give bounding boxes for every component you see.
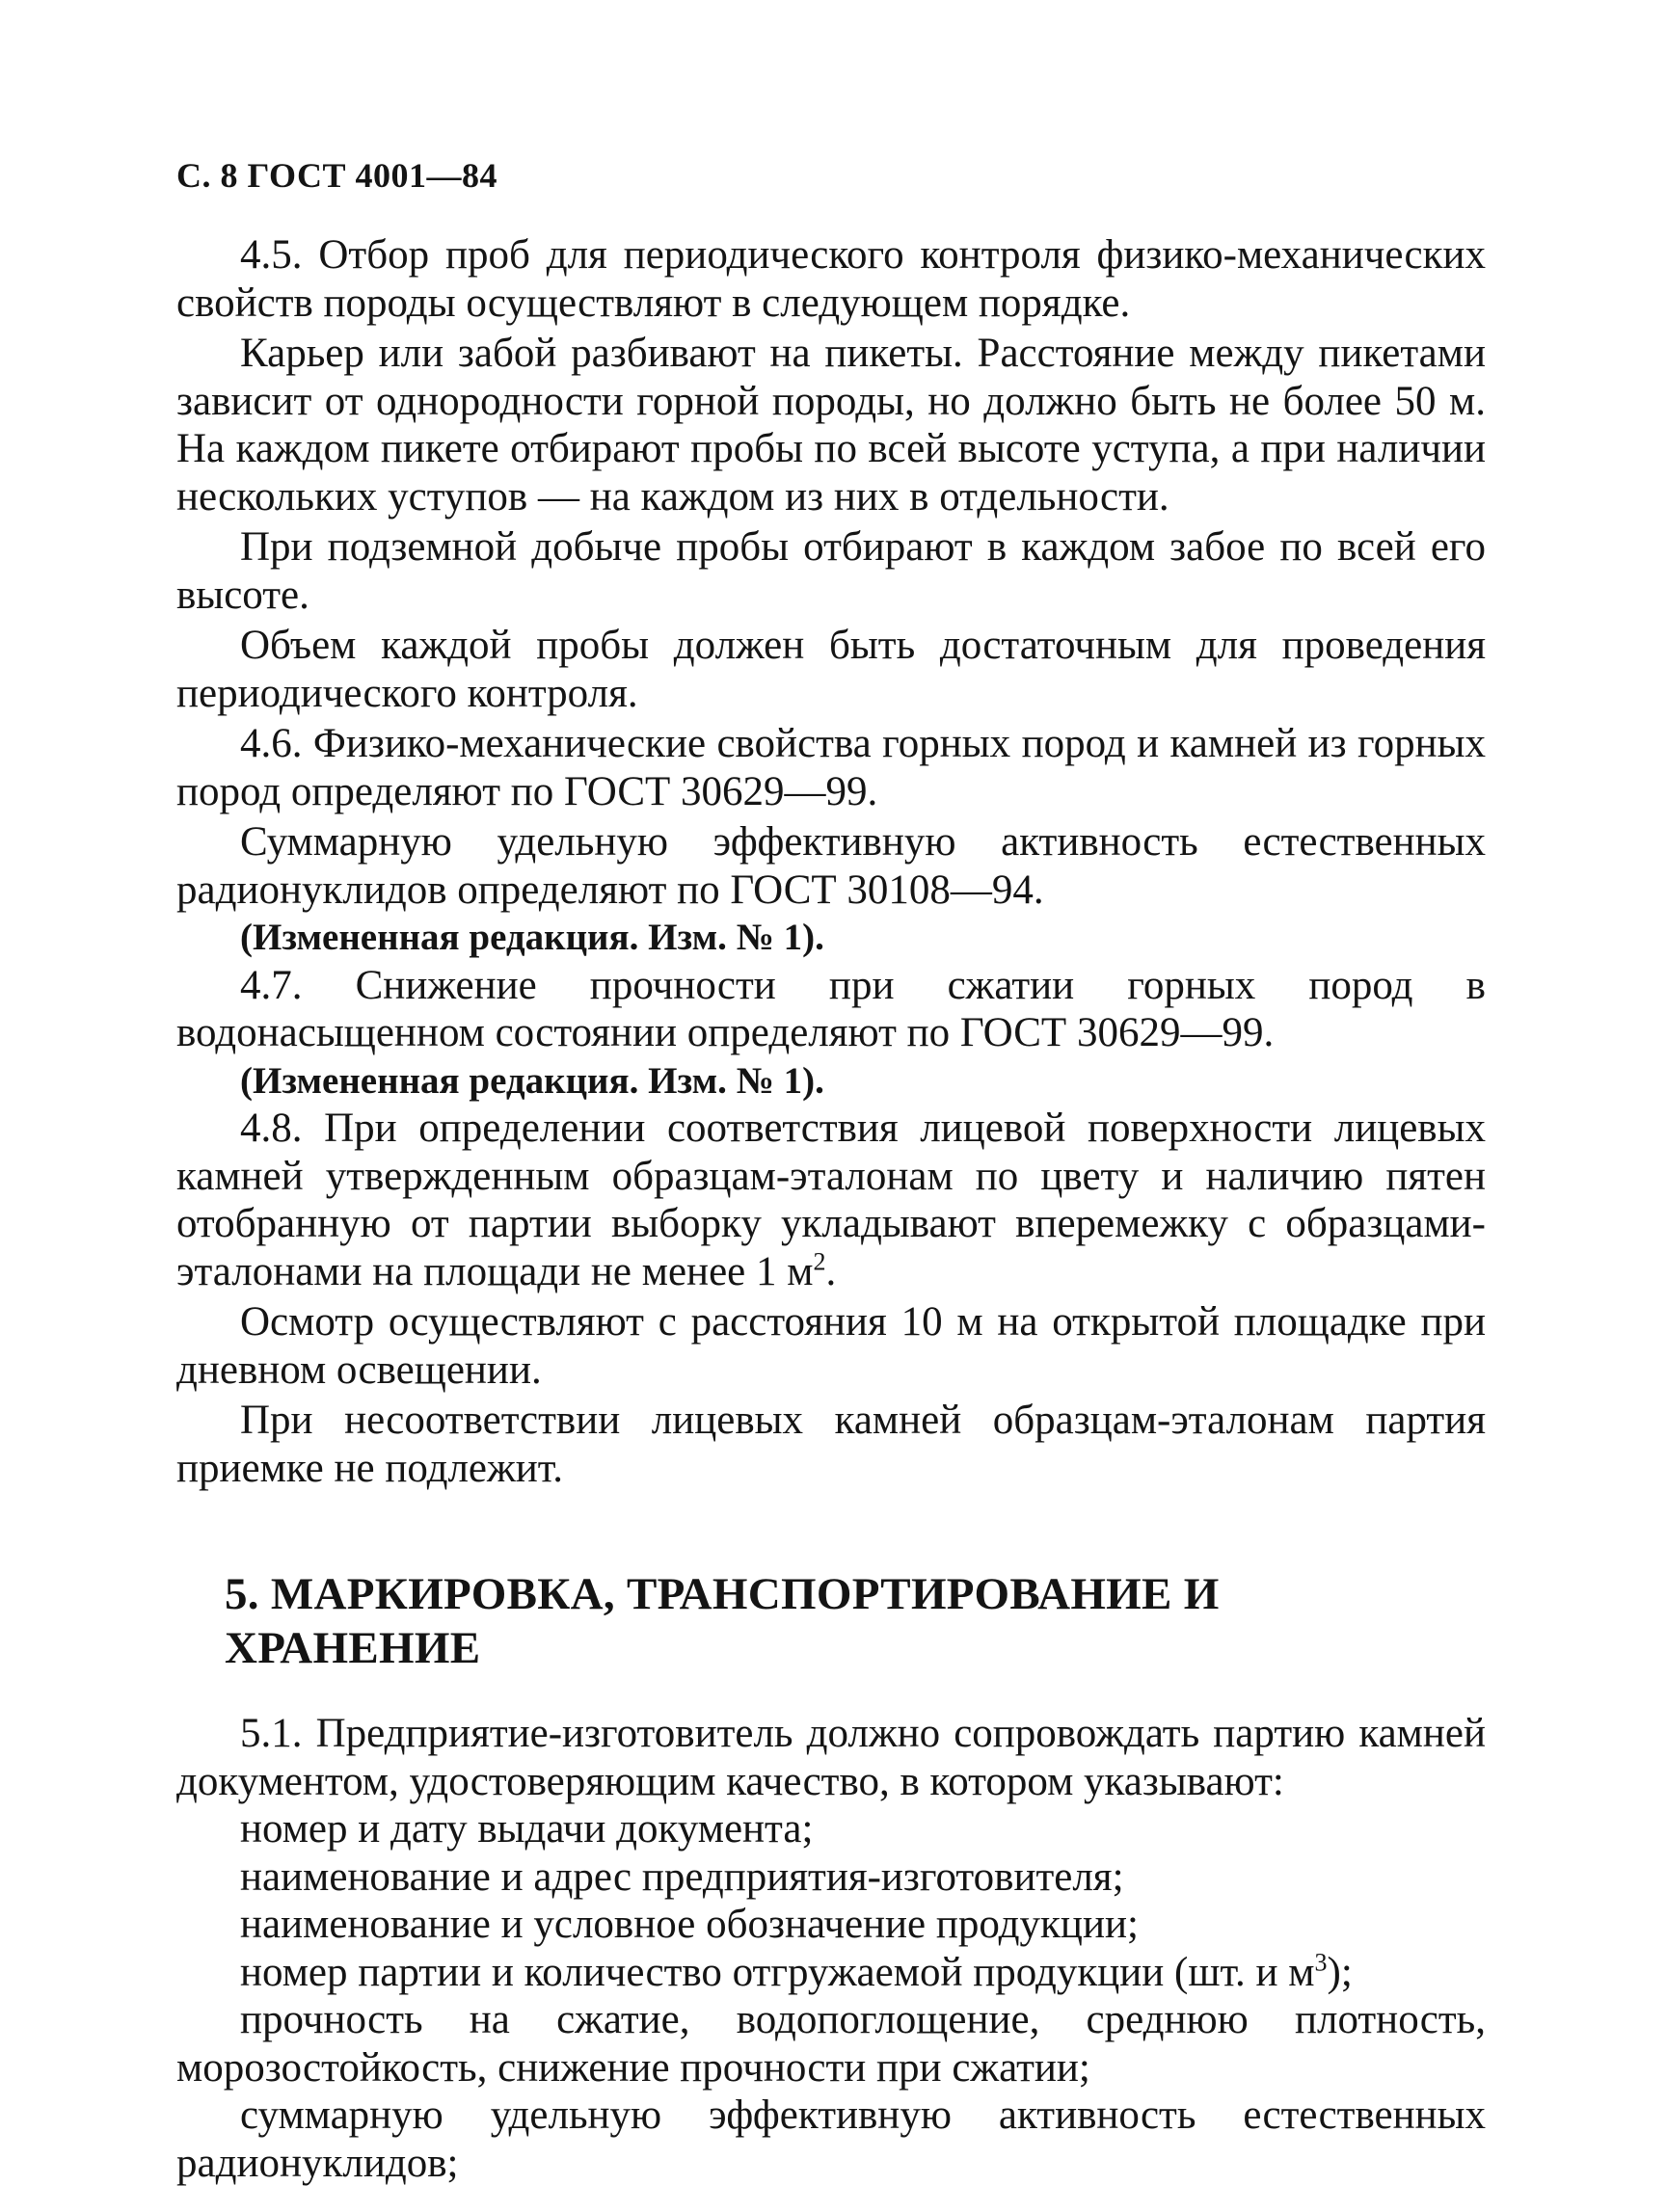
list-item-manufacturer: наименование и адрес предприятия-изготовителя; (240, 1853, 1124, 1900)
paragraph-5-1: 5.1. Предприятие-изготовитель должно сопровождать партию камней документом, удостоверяющим качество, в котором указывают: (176, 1711, 1486, 1804)
paragraph-4-5: 4.5. Отбор проб для периодического контроля физико-механических свойств породы осуществляют в следующем порядке. (176, 232, 1486, 326)
paragraph-inspection: Осмотр осуществляют с расстояния 10 м на открытой площадке при дневном освещении. (176, 1299, 1486, 1393)
amendment-note-2: (Измененная редакция. Изм. № 1). (240, 1059, 824, 1102)
paragraph-4-8-text: 4.8. При определении соответствия лицевой поверхности лицевых камней утвержденным образцам-эталонам по цвету и наличию пятен отобранную от партии выборку укладывают вперемежку с образцами-эталонами на площади не менее 1 м (176, 1106, 1486, 1294)
paragraph-4-8 (176, 1105, 1486, 1295)
paragraph-pickets: Карьер или забой разбивают на пикеты. Расстояние между пикетами зависит от однородности горной породы, но должно быть не более 50 м. На каждом пикете отбирают пробы по всей высоте уступа, а при наличии нескольких уступов — на каждом из них в отдельности. (176, 331, 1486, 520)
section-5-body (176, 1710, 1486, 2187)
document-body (176, 231, 1486, 1492)
paragraph-activity: Суммарную удельную эффективную активность естественных радионуклидов определяют по ГОСТ 30108—94. (176, 819, 1486, 913)
document-page (176, 154, 1486, 2187)
paragraph-4-6: 4.6. Физико-механические свойства горных пород и камней из горных пород определяют по ГОСТ 30629—99. (176, 721, 1486, 814)
cubic-meter-exponent: 3 (1314, 1948, 1328, 1977)
paragraph-sample-volume: Объем каждой пробы должен быть достаточным для проведения периодического контроля. (176, 623, 1486, 716)
list-item-batch-text: номер партии и количество отгружаемой продукции (шт. и м (240, 1949, 1315, 1995)
list-item-strength: прочность на сжатие, водопоглощение, среднюю плотность, морозостойкость, снижение прочности при сжатии; (176, 1997, 1486, 2091)
running-head: С. 8 ГОСТ 4001—84 (176, 156, 497, 195)
section-5-title: 5. МАРКИРОВКА, ТРАНСПОРТИРОВАНИЕ И ХРАНЕНИЕ (225, 1569, 1220, 1673)
list-item-product-name: наименование и условное обозначение продукции; (240, 1902, 1139, 1947)
list-item-batch (176, 1949, 1486, 1997)
paragraph-4-8-end: . (825, 1248, 837, 1294)
paragraph-4-7: 4.7. Снижение прочности при сжатии горных пород в водонасыщенном состоянии определяют по ГОСТ 30629—99. (176, 962, 1486, 1055)
amendment-note-1: (Измененная редакция. Изм. № 1). (240, 917, 824, 958)
list-item-document-number: номер и дату выдачи документа; (240, 1806, 814, 1852)
list-item-radionuclides: суммарную удельную эффективную активность естественных радионуклидов; (176, 2092, 1486, 2186)
square-meter-exponent: 2 (813, 1247, 826, 1276)
paragraph-reject: При несоответствии лицевых камней образцам-эталонам партия приемке не подлежит. (176, 1398, 1486, 1491)
paragraph-underground: При подземной добыче пробы отбирают в каждом забое по всей его высоте. (176, 524, 1486, 618)
list-item-batch-end: ); (1327, 1949, 1353, 1995)
